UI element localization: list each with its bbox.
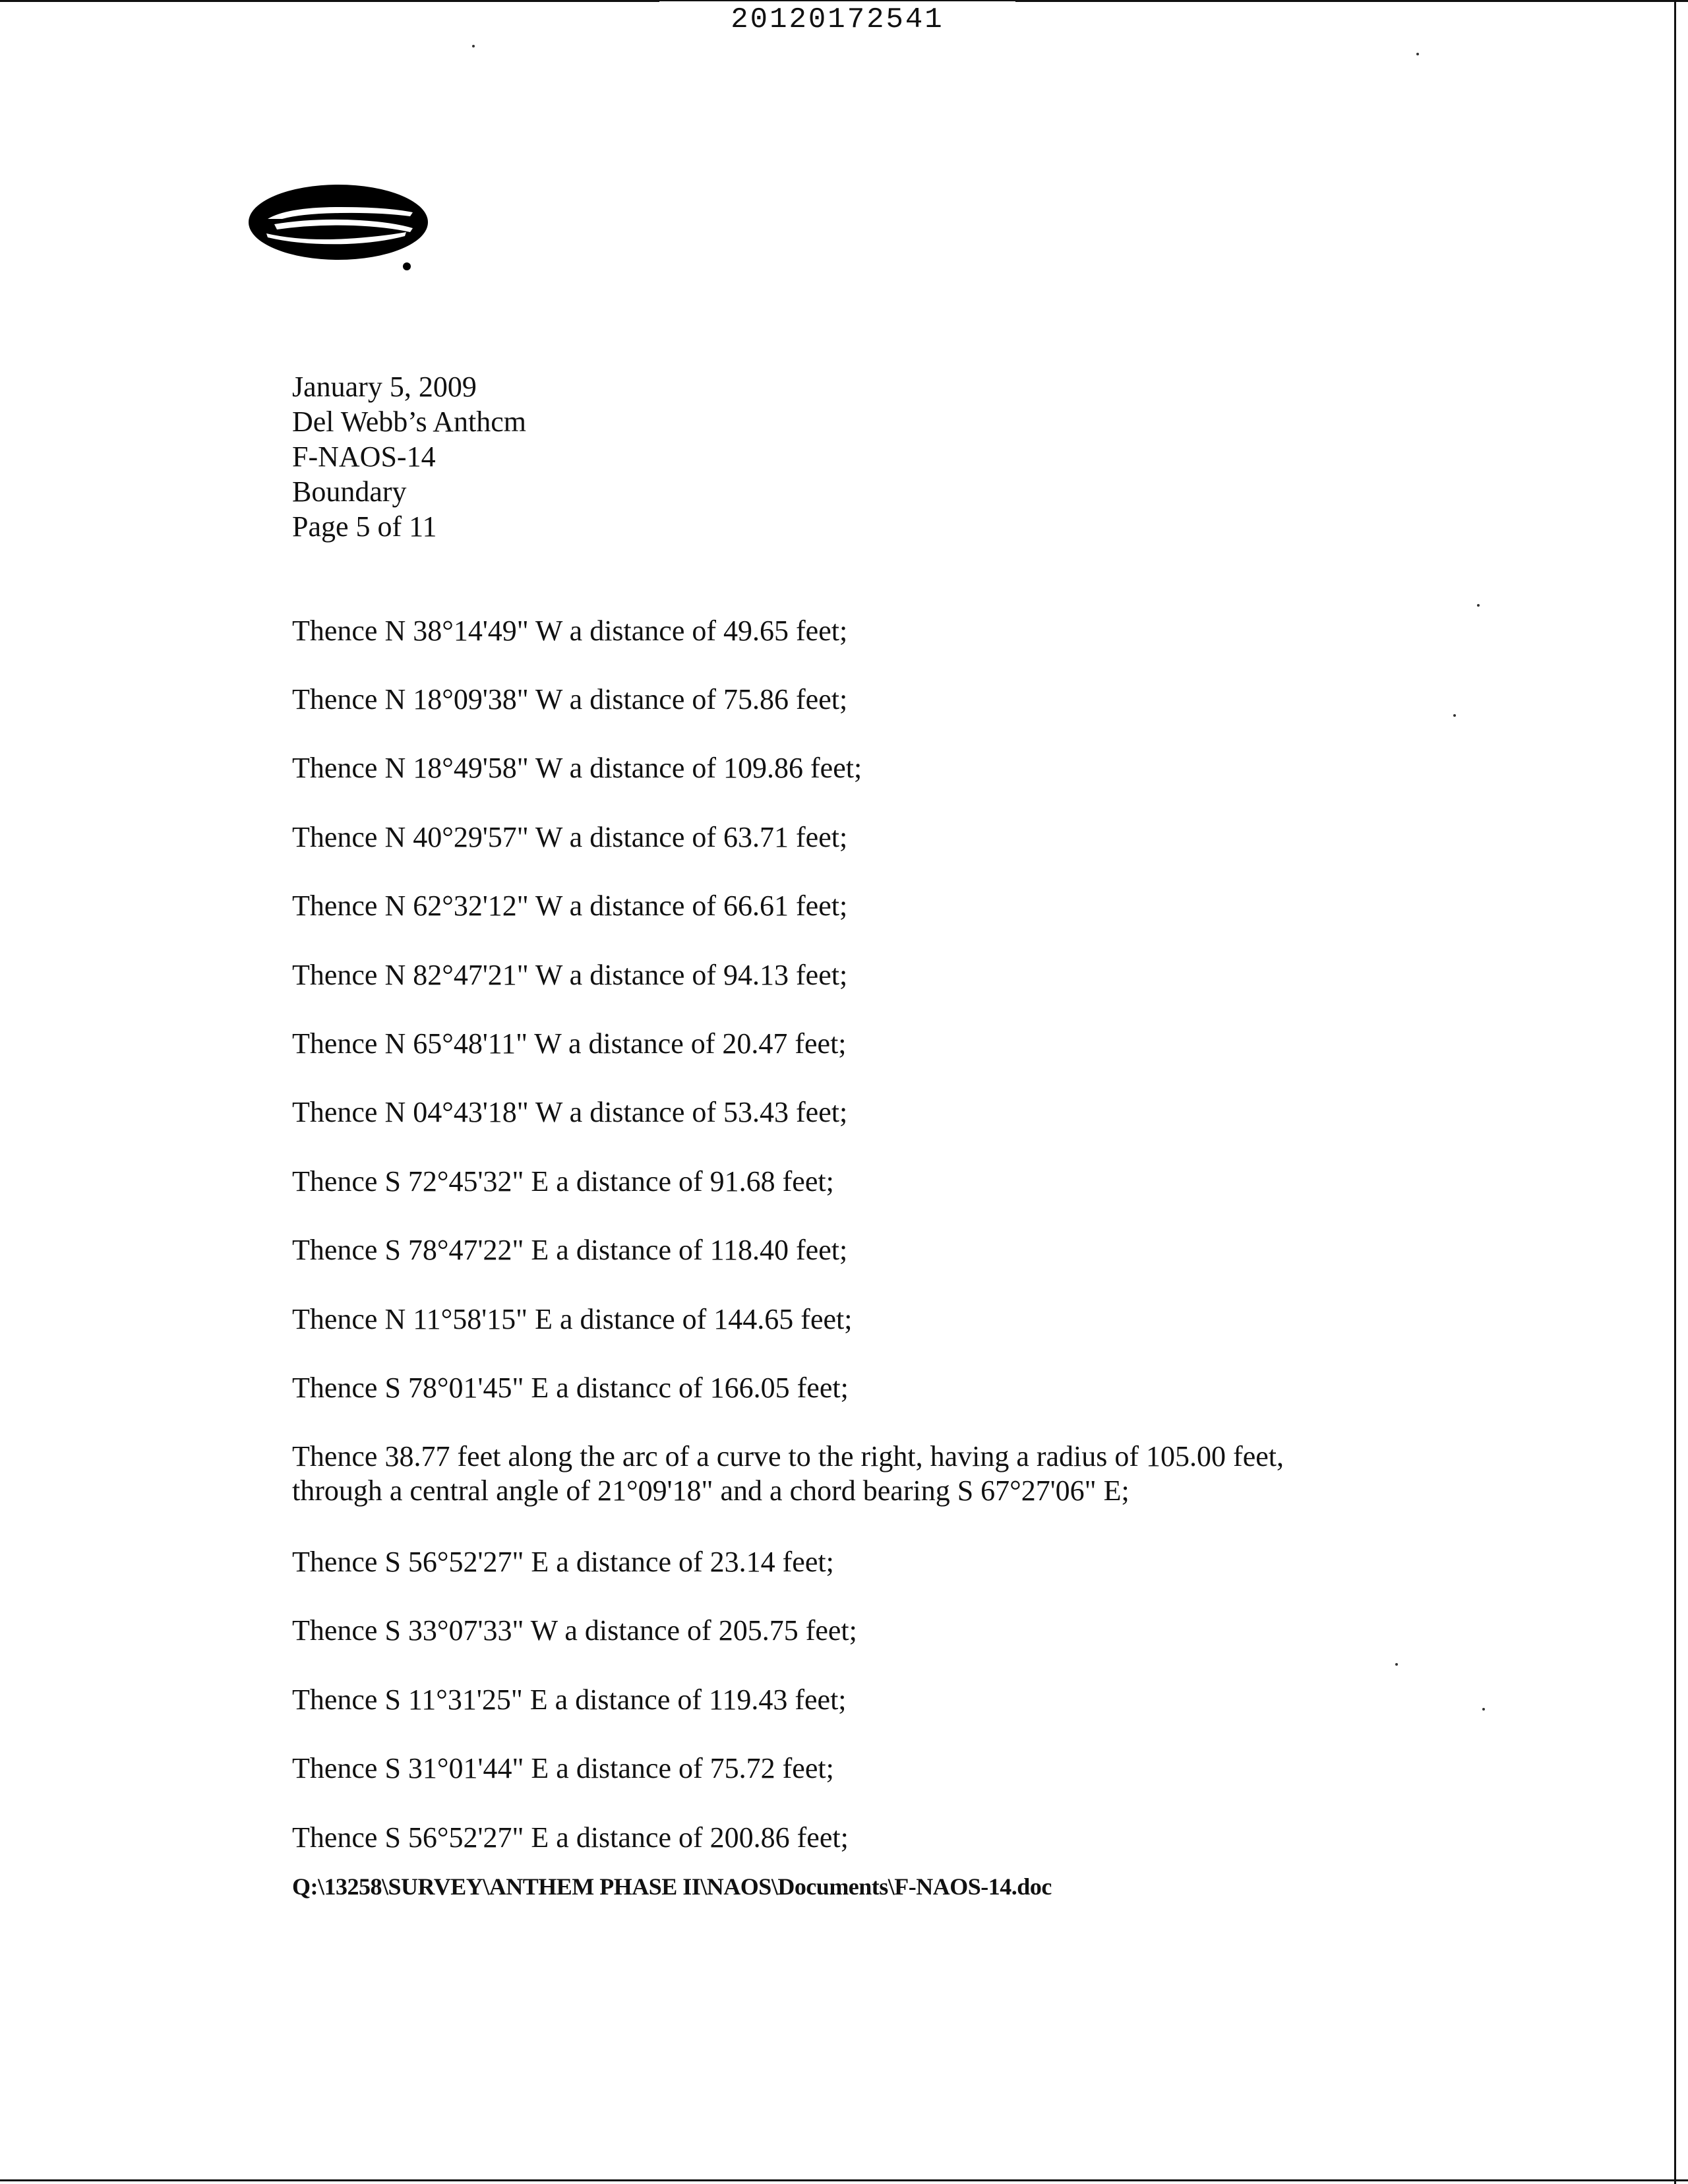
- scan-speck: [1395, 1663, 1398, 1666]
- document-date: January 5, 2009: [292, 371, 477, 403]
- parcel-id: F-NAOS-14: [292, 440, 436, 473]
- curve-call-line-1: Thence 38.77 feet along the arc of a curve to the right, having a radius of 105.00 feet,: [292, 1440, 1284, 1472]
- call-line: Thence N 18°09'38" W a distance of 75.86 feet;: [292, 683, 848, 715]
- scan-border-right: [1674, 0, 1676, 2184]
- call-line: Thence S 11°31'25" E a distance of 119.43 feet;: [292, 1684, 847, 1716]
- call-line: Thence S 31°01'44" E a distance of 75.72 feet;: [292, 1752, 834, 1784]
- scan-speck: [1416, 53, 1419, 55]
- curve-call-line-2: through a central angle of 21°09'18" and a chord bearing S 67°27'06" E;: [292, 1474, 1130, 1507]
- call-line: Thence S 78°01'45" E a distancc of 166.05 feet;: [292, 1372, 849, 1404]
- document-header-block: [292, 369, 526, 544]
- call-line: Thence N 65°48'11" W a distance of 20.47 feet;: [292, 1027, 847, 1060]
- call-line: Thence S 33°07'33" W a distance of 205.75 feet;: [292, 1614, 857, 1647]
- scan-speck: [1482, 1708, 1485, 1711]
- call-line: Thence S 78°47'22" E a distance of 118.40 feet;: [292, 1234, 848, 1266]
- scan-speck: [472, 45, 475, 47]
- description-type: Boundary: [292, 475, 407, 508]
- call-line: Thence S 56°52'27" E a distance of 200.86 feet;: [292, 1821, 849, 1854]
- call-line: Thence N 38°14'49" W a distance of 49.65 feet;: [292, 615, 848, 647]
- call-line: Thence S 72°45'32" E a distance of 91.68 feet;: [292, 1165, 834, 1198]
- document-stamp-number: 20120172541: [659, 1, 1015, 38]
- call-line: Thence N 11°58'15" E a distance of 144.65 feet;: [292, 1303, 853, 1335]
- file-path-footer: Q:\13258\SURVEY\ANTHEM PHASE II\NAOS\Documents\F-NAOS-14.doc: [292, 1873, 1052, 1900]
- call-line: Thence N 18°49'58" W a distance of 109.86 feet;: [292, 752, 862, 784]
- scan-speck: [1477, 604, 1480, 607]
- call-line: Thence N 82°47'21" W a distance of 94.13 feet;: [292, 959, 848, 991]
- page-number: Page 5 of 11: [292, 510, 437, 543]
- scan-border-bottom: [0, 2179, 1688, 2181]
- company-logo-icon: [248, 173, 439, 272]
- call-line: Thence S 56°52'27" E a distance of 23.14 feet;: [292, 1546, 834, 1578]
- curve-call: [292, 1440, 1413, 1508]
- call-line: Thence N 62°32'12" W a distance of 66.61 feet;: [292, 890, 848, 922]
- project-name: Del Webb’s Anthcm: [292, 406, 526, 438]
- scan-speck: [1453, 714, 1456, 717]
- call-line: Thence N 04°43'18" W a distance of 53.43 feet;: [292, 1096, 848, 1128]
- call-line: Thence N 40°29'57" W a distance of 63.71 feet;: [292, 821, 848, 853]
